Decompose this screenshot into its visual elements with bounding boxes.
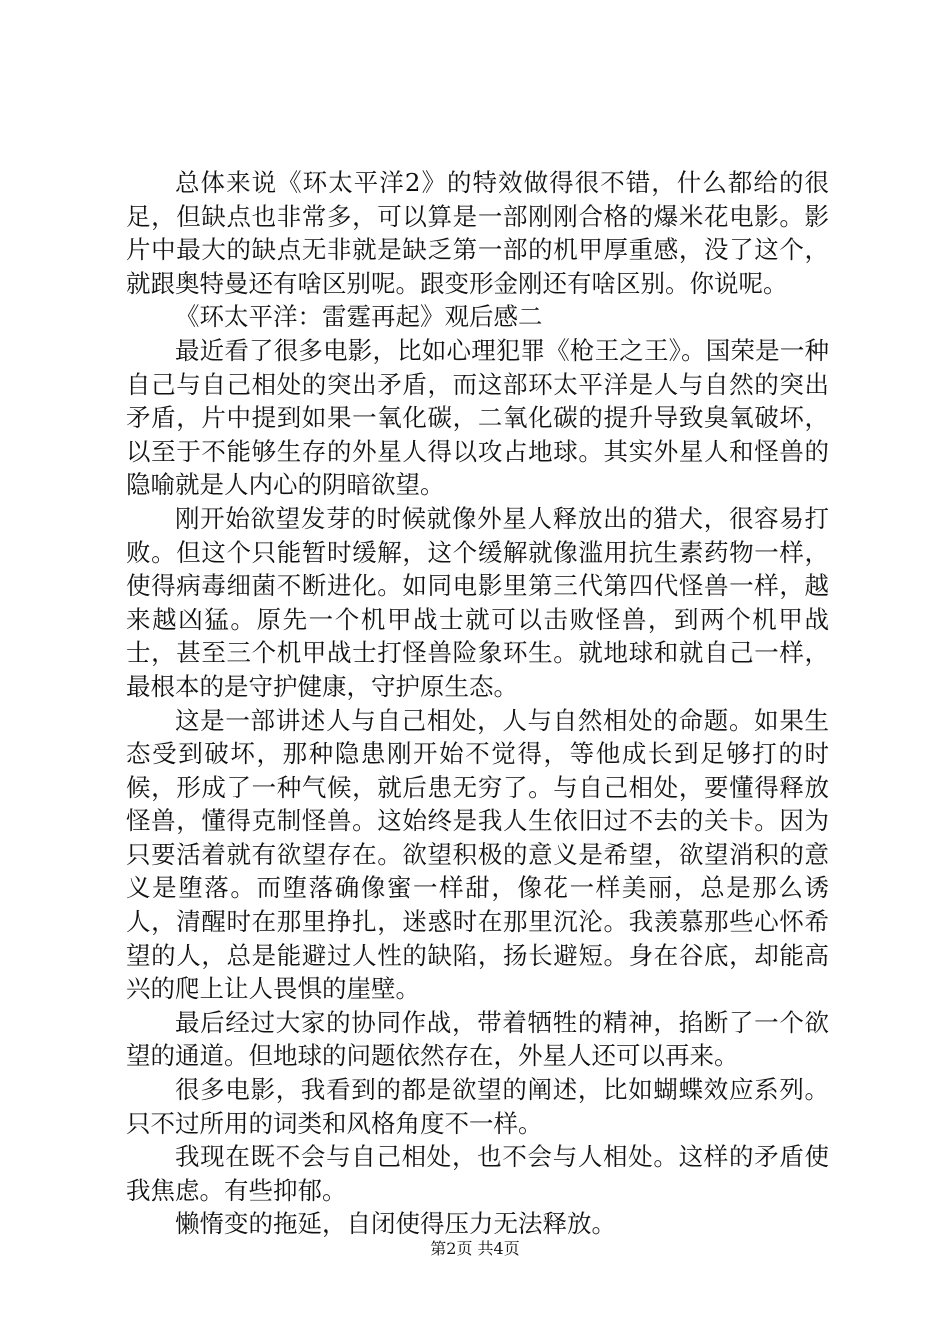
page-footer — [0, 1238, 950, 1260]
paragraph-last: 懒惰变的拖延，自闭使得压力无法释放。 — [175, 1209, 616, 1239]
paragraph-ending: 最后经过大家的协同作战，带着牺牲的精神，掐断了一个欲望的通道。但地球的问题依然存在，外星人还可以再来。 — [126, 1007, 829, 1071]
page-indicator: 第2页 共4页 — [430, 1239, 520, 1258]
section-heading: 《环太平洋：雷霆再起》观后感二 — [175, 302, 543, 332]
paragraph-desire: 刚开始欲望发芽的时候就像外星人释放出的猎犬，很容易打败。但这个只能暂时缓解，这个缓解就像滥用抗生素药物一样，使得病毒细菌不断进化。如同电影里第三代第四代怪兽一样，越来越凶猛。原先一个机甲战士就可以击败怪兽，到两个机甲战士，甚至三个机甲战士打怪兽险象环生。就地球和就自己一样，最根本的是守护健康，守护原生态。 — [126, 503, 829, 701]
paragraph-summary: 总体来说《环太平洋2》的特效做得很不错，什么都给的很足，但缺点也非常多，可以算是一部刚刚合格的爆米花电影。影片中最大的缺点无非就是缺乏第一部的机甲厚重感，没了这个，就跟奥特曼还有啥区别呢。跟变形金刚还有啥区别。你说呢。 — [126, 168, 829, 298]
paragraph-self: 我现在既不会与自己相处，也不会与人相处。这样的矛盾使我焦虑。有些抑郁。 — [126, 1142, 829, 1205]
document-body — [126, 166, 829, 1241]
paragraph-theme: 这是一部讲述人与自己相处，人与自然相处的命题。如果生态受到破坏，那种隐患刚开始不觉得，等他成长到足够打的时候，形成了一种气候，就后患无穷了。与自己相处，要懂得释放怪兽，懂得克制怪兽。这始终是我人生依旧过不去的关卡。因为只要活着就有欲望存在。欲望积极的意义是希望，欲望消积的意义是堕落。而堕落确像蜜一样甜，像花一样美丽，总是那么诱人，清醒时在那里挣扎，迷惑时在那里沉沦。我羡慕那些心怀希望的人，总是能避过人性的缺陷，扬长避短。身在谷底，却能高兴的爬上让人畏惧的崖壁。 — [126, 705, 829, 1004]
paragraph-intro: 最近看了很多电影，比如心理犯罪《枪王之王》。国荣是一种自己与自己相处的突出矛盾，而这部环太平洋是人与自然的突出矛盾，片中提到如果一氧化碳，二氧化碳的提升导致臭氧破坏，以至于不能够生存的外星人得以攻占地球。其实外星人和怪兽的隐喻就是人内心的阴暗欲望。 — [126, 335, 829, 500]
paragraph-films: 很多电影，我看到的都是欲望的阐述，比如蝴蝶效应系列。只不过所用的词类和风格角度不一样。 — [126, 1075, 829, 1138]
